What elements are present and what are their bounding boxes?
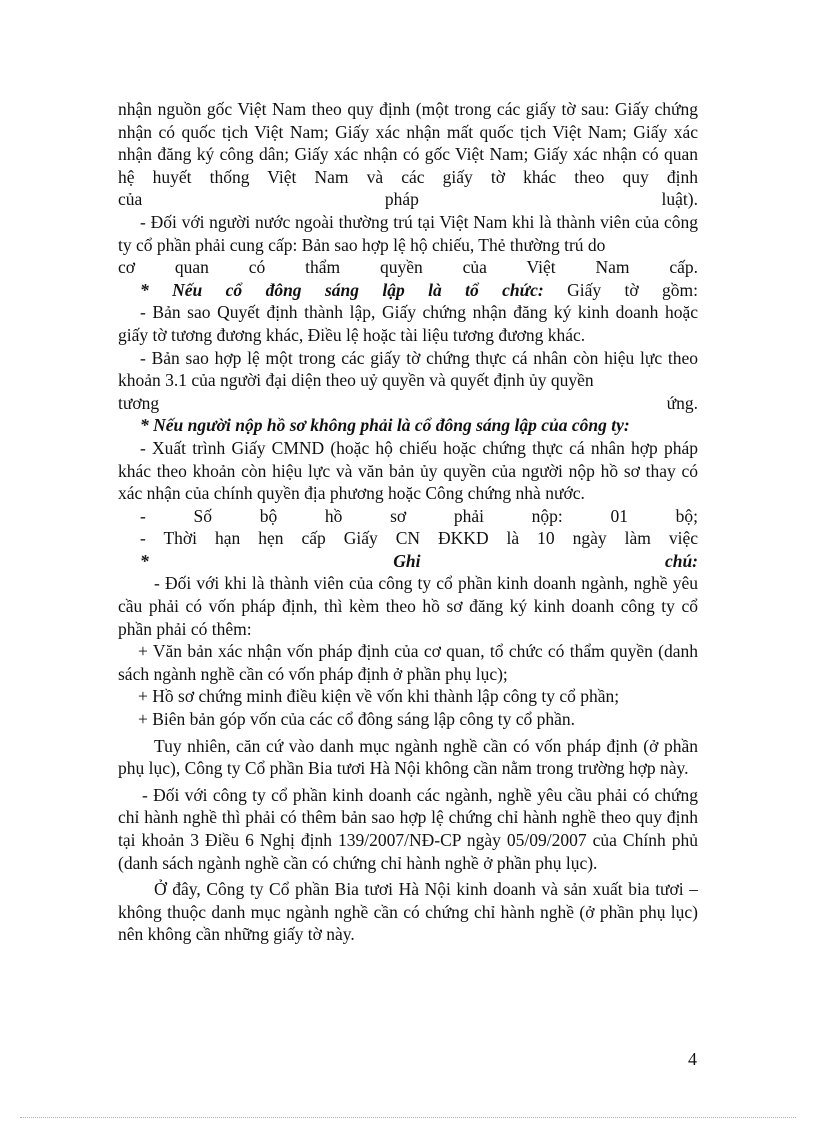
footer-divider [20, 1117, 796, 1118]
paragraph-processing-time-text: - Thời hạn hẹn cấp Giấy CN ĐKKD là 10 ngày làm việc [140, 528, 698, 549]
paragraph-capital-confirmation [118, 640, 698, 685]
paragraph-conclusion [118, 878, 698, 946]
paragraph-representative-docs-text: - Bản sao hợp lệ một trong các giấy tờ chứng thực cá nhân còn hiệu lực theo khoản 3.1 của người đại diện theo uỷ quyền và quyết định ủy quyền [118, 347, 698, 391]
paragraph-capital-contribution [118, 708, 698, 731]
paragraph-representative-docs-end [118, 392, 698, 415]
heading-notes [118, 550, 698, 573]
paragraph-capital-proof-text: + Hồ sơ chứng minh điều kiện về vốn khi thành lập công ty cổ phần; [138, 686, 620, 707]
paragraph-foreigner-resident-text: - Đối với người nước ngoài thường trú tại Việt Nam khi là thành viên của công ty cổ phần phải cung cấp: Bản sao hợp lệ hộ chiếu, Thẻ thường trú do [118, 211, 698, 255]
paragraph-dossier-count-text: - Số bộ hồ sơ phải nộp: 01 bộ; [140, 505, 698, 526]
heading-non-founder-submitter [118, 414, 698, 437]
paragraph-id-presentation-text: - Xuất trình Giấy CMND (hoặc hộ chiếu hoặc chứng thực cá nhân hợp pháp khác theo khoản còn hiệu lực và văn bản ủy quyền của người nộp hồ sơ thay có xác nhận của chính quyền địa phương hoặc Công chứng nhà nước. [118, 437, 698, 504]
document-body [118, 98, 698, 946]
paragraph-representative-docs [118, 347, 698, 392]
paragraph-however-text: Tuy nhiên, căn cứ vào danh mục ngành nghề cần có vốn pháp định (ở phần phụ lục), Công ty Cổ phần Bia tươi Hà Nội không cần nằm trong trường hợp này. [118, 735, 698, 779]
page-number: 4 [688, 1049, 697, 1069]
paragraph-origin-proof-end-text: của pháp luật). [118, 189, 698, 210]
paragraph-dossier-count [118, 505, 698, 528]
paragraph-origin-proof-text: nhận nguồn gốc Việt Nam theo quy định (một trong các giấy tờ sau: Giấy chứng nhận có quốc tịch Việt Nam; Giấy xác nhận mất quốc tịch Việt Nam; Giấy xác nhận đăng ký công dân; Giấy xác nhận có gốc Việt Nam; Giấy xác nhận có quan hệ huyết thống Việt Nam và các giấy tờ khác theo quy định [118, 99, 698, 187]
paragraph-foreigner-resident [118, 211, 698, 256]
heading-founder-organization-rest: Giấy tờ gồm: [567, 279, 698, 300]
paragraph-processing-time [118, 527, 698, 550]
paragraph-origin-proof-end [118, 188, 698, 211]
paragraph-legal-capital [118, 572, 698, 640]
paragraph-representative-docs-end-text: tương ứng. [118, 392, 698, 413]
heading-notes-label: Ghi chú: [393, 550, 699, 571]
paragraph-legal-capital-text: - Đối với khi là thành viên của công ty cổ phần kinh doanh ngành, nghề yêu cầu phải có vốn pháp định, thì kèm theo hồ sơ đăng ký kinh doanh công ty cổ phần phải có thêm: [118, 573, 698, 639]
paragraph-establishment-decision [118, 301, 698, 346]
paragraph-capital-proof [118, 685, 698, 708]
paragraph-establishment-decision-text: - Bản sao Quyết định thành lập, Giấy chứng nhận đăng ký kinh doanh hoặc giấy tờ tương đương khác, Điều lệ hoặc tài liệu tương đương khác. [118, 302, 698, 345]
paragraph-however [118, 735, 698, 780]
heading-non-founder-submitter-text: * Nếu người nộp hồ sơ không phải là cổ đông sáng lập của công ty: [140, 415, 630, 436]
paragraph-origin-proof [118, 98, 698, 188]
paragraph-capital-contribution-text: + Biên bản góp vốn của các cổ đông sáng lập công ty cổ phần. [138, 709, 576, 730]
paragraph-foreigner-resident-end-text: cơ quan có thẩm quyền của Việt Nam cấp. [118, 257, 698, 278]
heading-founder-organization [118, 279, 698, 302]
paragraph-capital-confirmation-text: + Văn bản xác nhận vốn pháp định của cơ quan, tổ chức có thẩm quyền (danh sách ngành nghề cần có vốn pháp định ở phần phụ lục); [118, 641, 698, 684]
paragraph-conclusion-text: Ở đây, Công ty Cổ phần Bia tươi Hà Nội kinh doanh và sản xuất bia tươi – không thuộc danh mục ngành nghề cần có chứng chỉ hành nghề (ở phần phụ lục) nên không cần những giấy tờ này. [118, 879, 698, 945]
paragraph-id-presentation [118, 437, 698, 505]
heading-founder-organization-bold: * Nếu cổ đông sáng lập là tổ chức: [140, 279, 544, 300]
paragraph-foreigner-resident-end [118, 256, 698, 279]
paragraph-practice-certificate [118, 784, 698, 874]
heading-notes-star: * [140, 550, 149, 571]
paragraph-practice-certificate-text: - Đối với công ty cổ phần kinh doanh các ngành, nghề yêu cầu phải có chứng chỉ hành nghề thì phải có thêm bản sao hợp lệ chứng chỉ hành nghề theo quy định tại khoản 3 Điều 6 Nghị định 139/2007/NĐ-CP ngày 05/09/2007 của Chính phủ (danh sách ngành nghề cần có chứng chỉ hành nghề ở phần phụ lục). [118, 784, 698, 873]
